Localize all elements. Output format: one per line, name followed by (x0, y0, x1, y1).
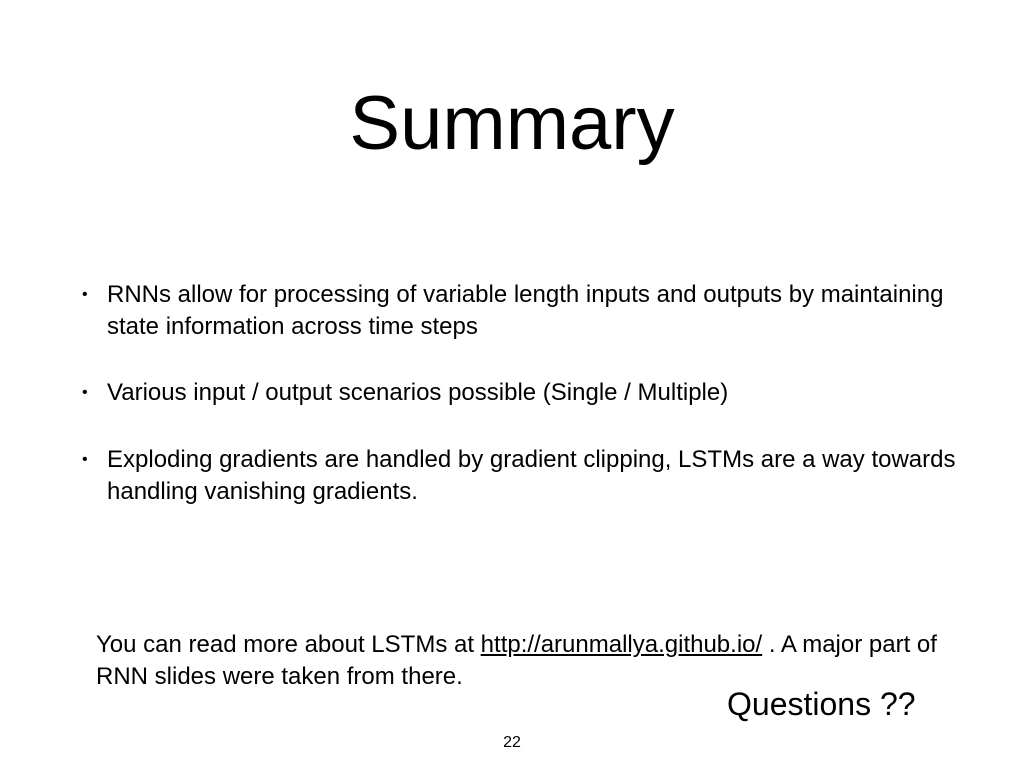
questions-text: Questions ?? (727, 686, 916, 722)
slide-title: Summary (349, 81, 675, 166)
note-prefix: You can read more about LSTMs at (96, 631, 481, 658)
bullet-marker: • (82, 451, 88, 468)
page-number: 22 (503, 734, 521, 751)
bullet-marker: • (82, 286, 88, 303)
bullet-marker: • (82, 384, 88, 401)
bullet-text: Exploding gradients are handled by gradient clipping, LSTMs are a way towards handling vanishing gradients. (107, 446, 956, 505)
reference-link[interactable]: http://arunmallya.github.io/ (480, 631, 763, 658)
bullet-text: RNNs allow for processing of variable length inputs and outputs by maintaining state information across time steps (107, 281, 944, 340)
note-suffix: . A major part of RNN slides were taken from there. (96, 631, 937, 690)
bullet-text: Various input / output scenarios possible (Single / Multiple) (107, 379, 729, 406)
